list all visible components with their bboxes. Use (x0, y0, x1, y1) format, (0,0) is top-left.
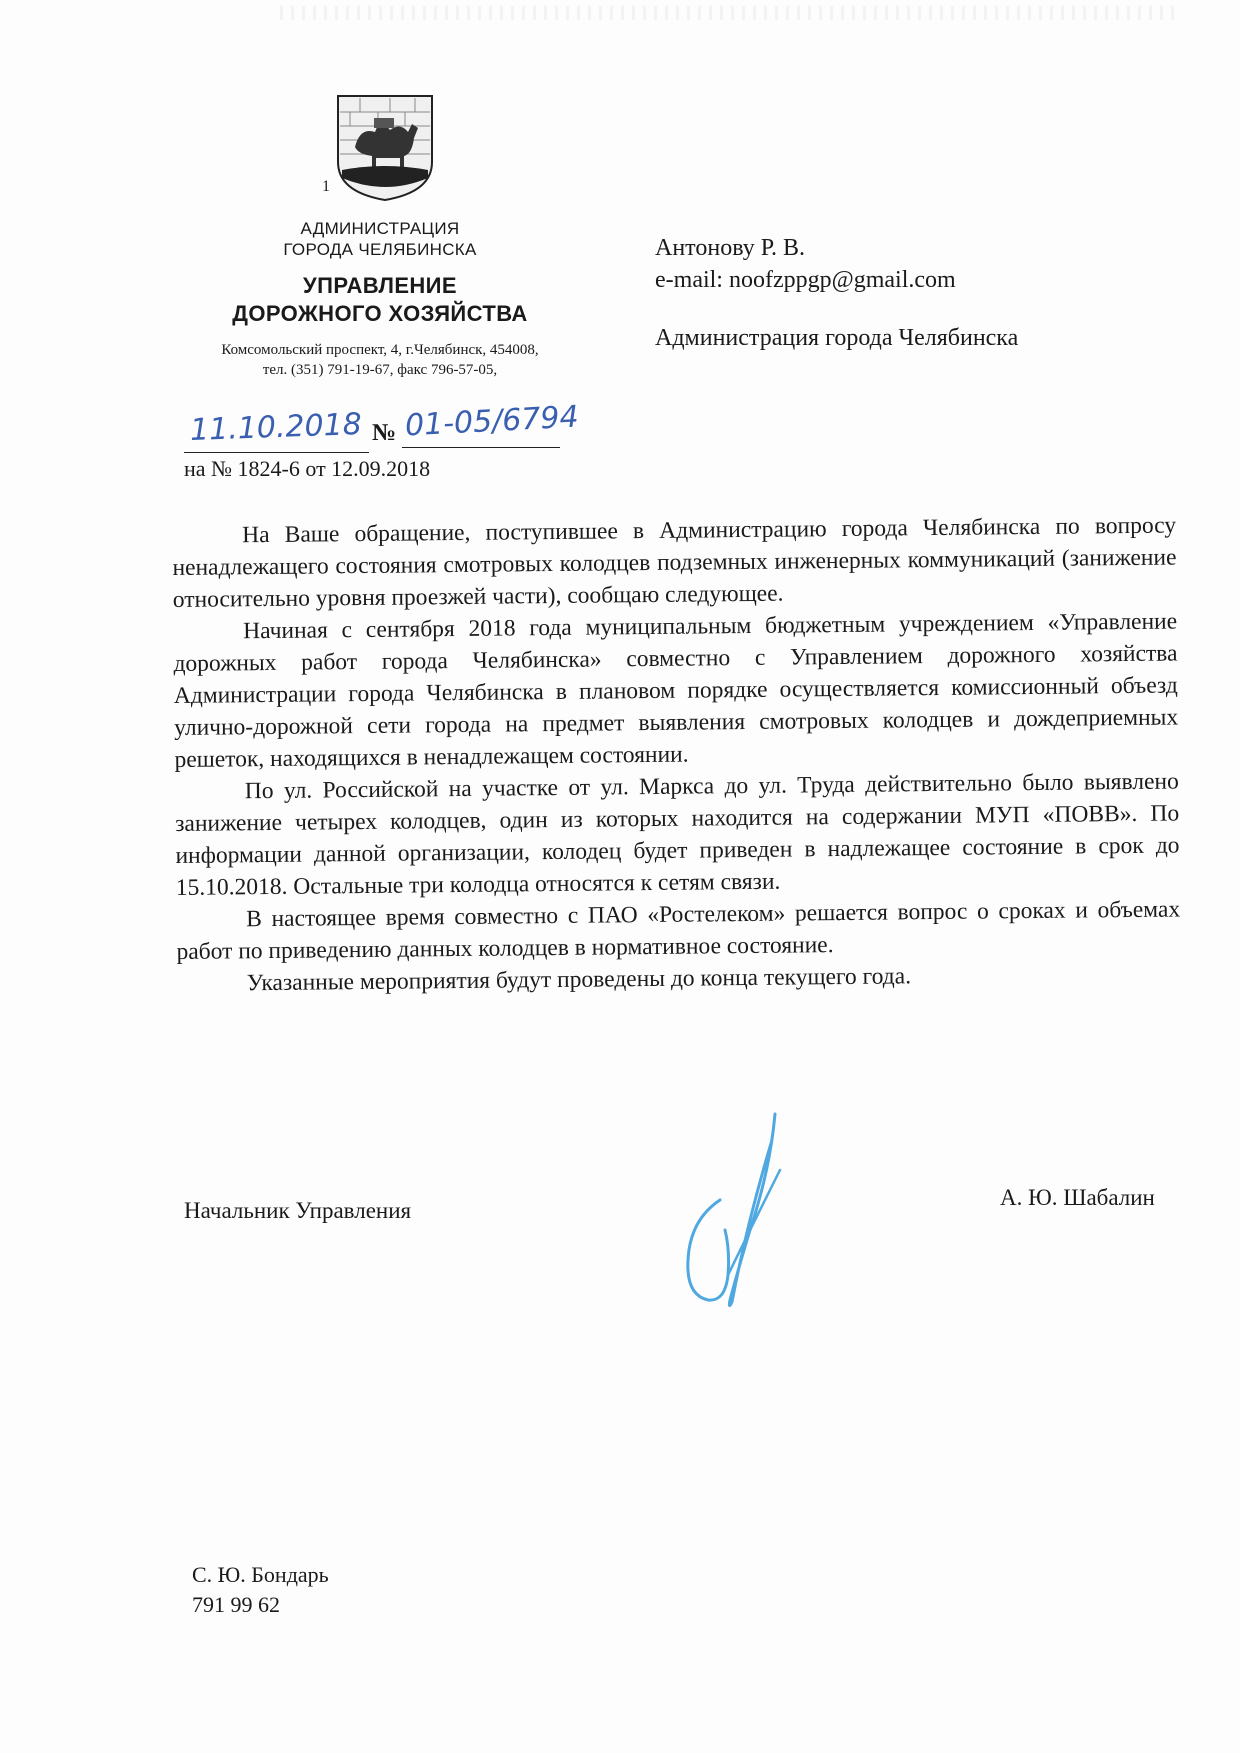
body-paragraph: На Ваше обращение, поступившее в Администрацию города Челябинска по вопросу ненадлежащего состояния смотровых колодцев подземных инженерных коммуникаций (занижение относительно уровня проезжей части), сообщаю следующее. (172, 512, 1177, 613)
registration-date: 11.10.2018 (189, 407, 363, 448)
body-paragraph: Начиная с сентября 2018 года муниципальным бюджетным учреждением «Управление дорожных работ города Челябинска» совместно с Управлением дорожного хозяйства Администрации города Челябинска в плановом порядке осуществляется комиссионный объезд улично-дорожной сети города на предмет выявления смотровых колодцев и дождеприемных решеток, находящихся в ненадлежащем состоянии. (173, 608, 1179, 773)
body-paragraph: В настоящее время совместно с ПАО «Ростелеком» решается вопрос о сроках и объемах работ по приведению данных колодцев в нормативное состояние. (176, 896, 1181, 965)
dept-line-2: ДОРОЖНОГО ХОЗЯЙСТВА (232, 301, 528, 326)
signatory-position: Начальник Управления (184, 1198, 412, 1223)
organization-admin-name (180, 218, 580, 260)
recipient-email: e-mail: noofzppgp@gmail.com (655, 267, 956, 293)
dept-line-1: УПРАВЛЕНИЕ (303, 273, 457, 298)
city-coat-of-arms-icon (330, 92, 440, 202)
admin-line-2: ГОРОДА ЧЕЛЯБИНСКА (283, 240, 477, 259)
registration-number: 01-05/6794 (404, 399, 580, 444)
executor-phone: 791 99 62 (192, 1592, 280, 1617)
department-name (160, 272, 600, 328)
body-paragraph: Указанные мероприятия будут проведены до конца текущего года. (246, 963, 912, 997)
letter-body (172, 509, 1181, 999)
date-underline (184, 452, 369, 453)
signatory-name: А. Ю. Шабалин (1000, 1185, 1155, 1210)
recipient-organization: Администрация города Челябинска (655, 325, 1019, 351)
recipient-block (655, 232, 1175, 354)
executor-name: С. Ю. Бондарь (192, 1562, 329, 1587)
department-address (160, 340, 600, 380)
handwritten-signature-icon (680, 1110, 800, 1320)
emblem-number: 1 (322, 178, 330, 195)
admin-line-1: АДМИНИСТРАЦИЯ (300, 219, 460, 238)
recipient-name: Антонову Р. В. (655, 235, 806, 261)
number-underline (402, 447, 560, 448)
body-paragraph: По ул. Российской на участке от ул. Маркса до ул. Труда действительно было выявлено занижение четырех колодцев, один из которых находится на содержании МУП «ПОВВ». По информации данной организации, колодец будет приведен в надлежащее состояние в срок до 15.10.2018. Остальные три колодца относятся к сетям связи. (175, 768, 1180, 901)
reference-number: на № 1824-6 от 12.09.2018 (184, 456, 431, 481)
executor-block (192, 1560, 329, 1620)
scan-artifact (280, 6, 1180, 20)
address-line-1: Комсомольский проспект, 4, г.Челябинск, 454008, (221, 342, 539, 358)
address-line-2: тел. (351) 791-19-67, факс 796-57-05, (262, 362, 498, 378)
number-sign: № (372, 420, 397, 446)
